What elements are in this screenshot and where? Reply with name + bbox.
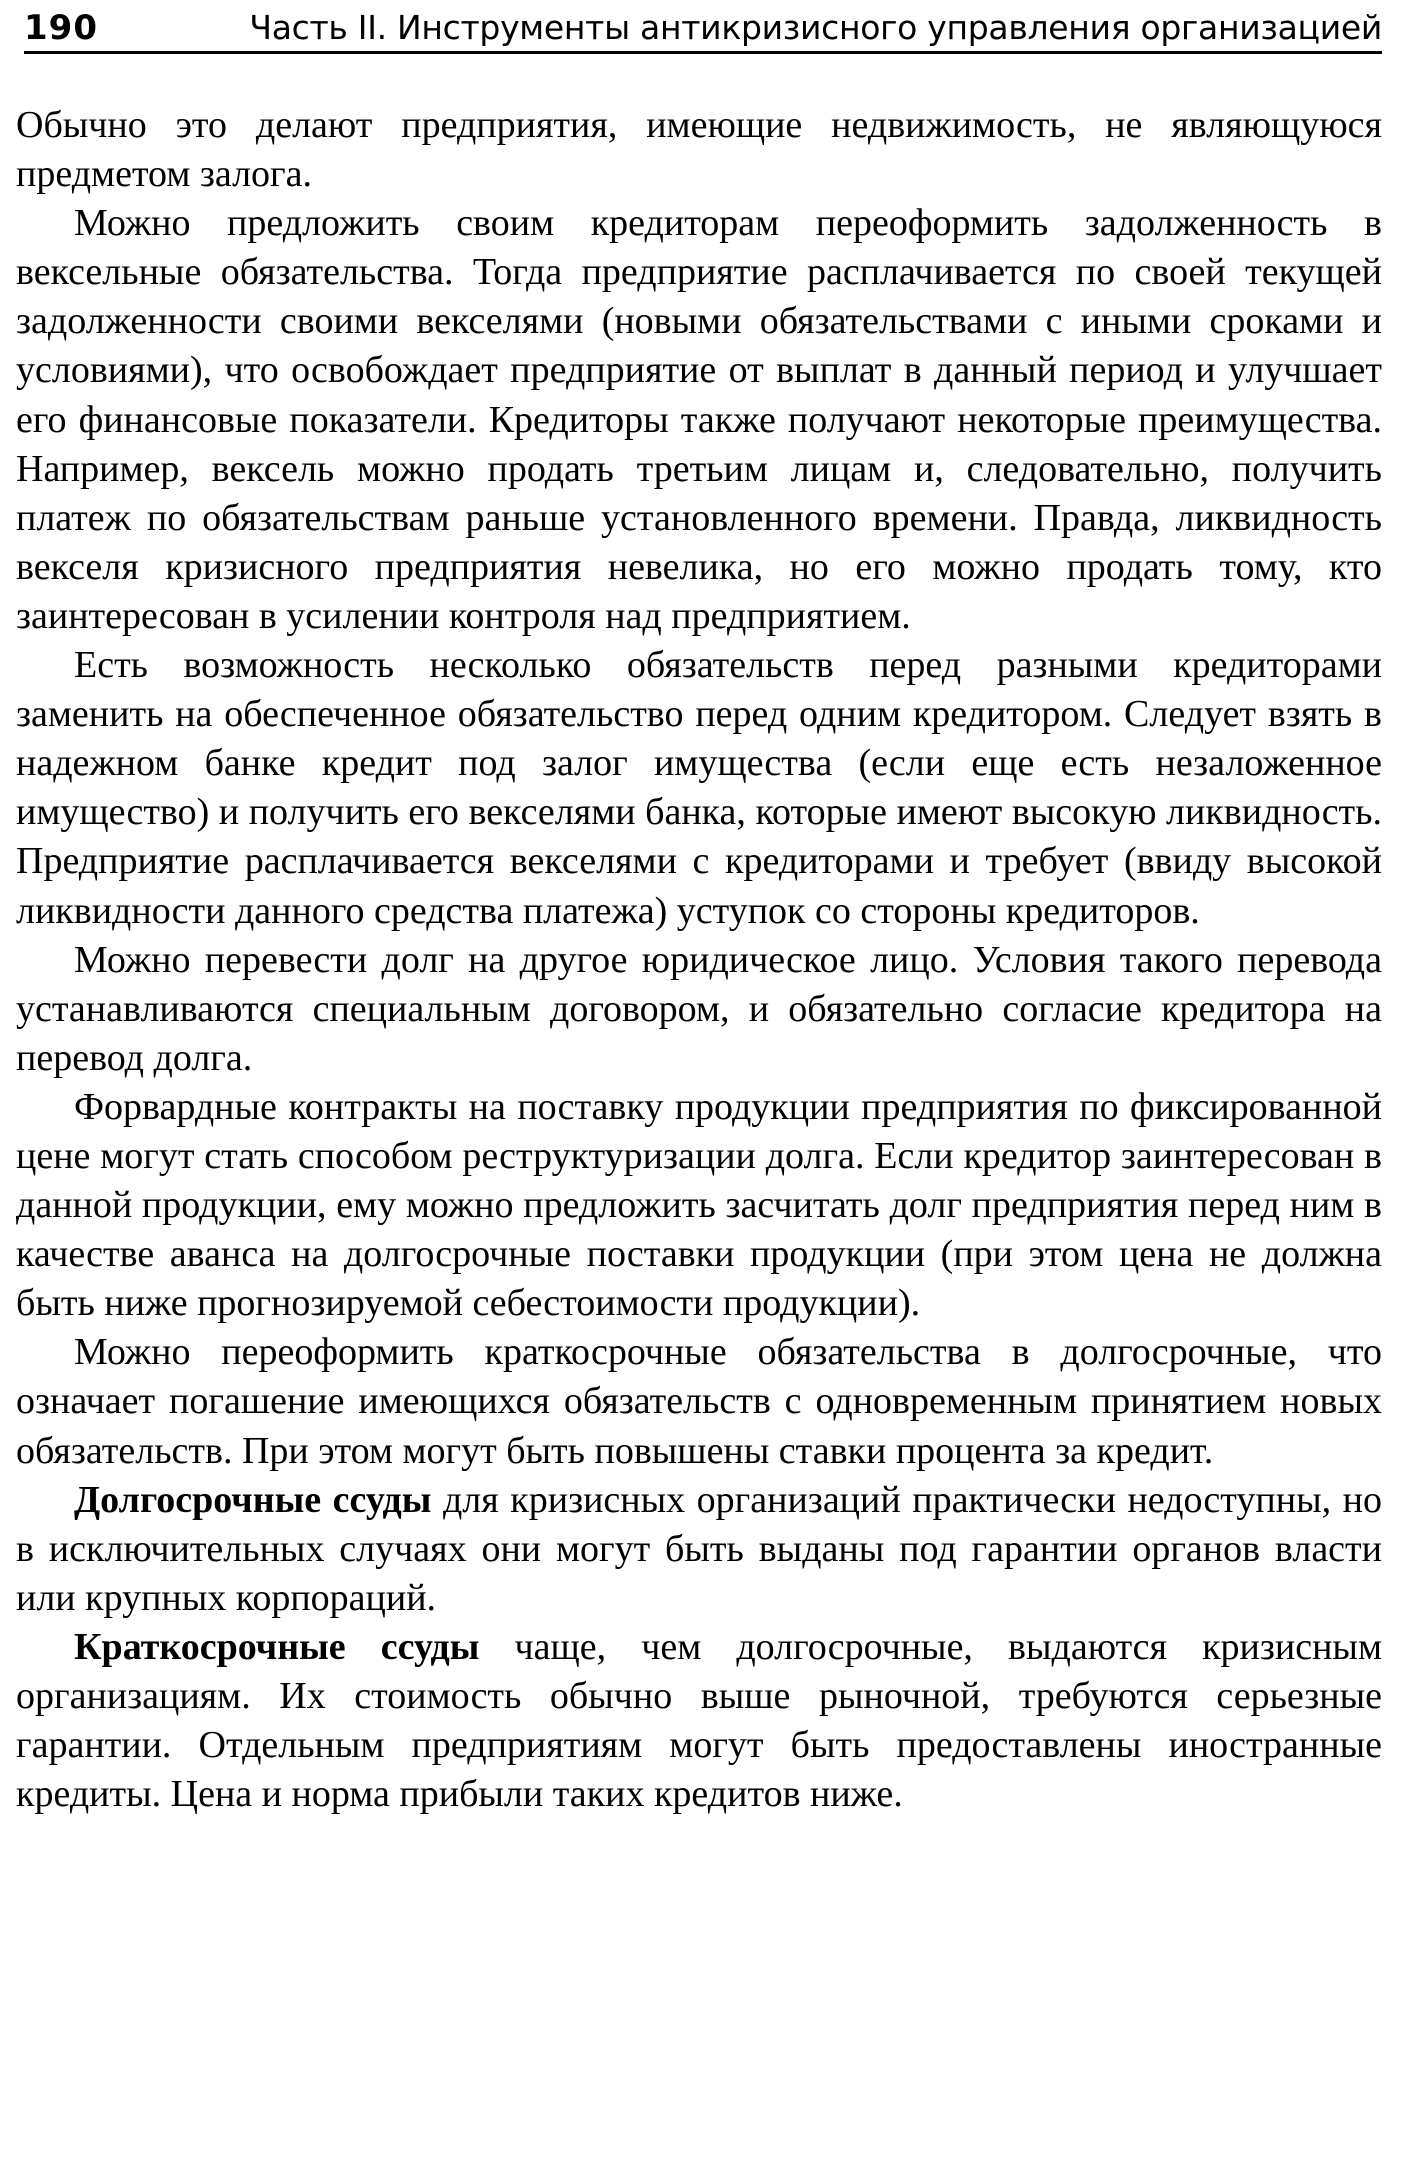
paragraph-text: чаще, чем долгосрочные, выдаются кризисным организациям. Их стоимость обычно выше рыночной, требуются серьезные гарантии. Отдельным предприятиям могут быть предоставлены иностранные кредиты. Цена и норма прибыли таких кредитов ниже.	[16, 1625, 1382, 1816]
term-short-term-loans: Краткосрочные ссуды	[74, 1625, 480, 1668]
running-head	[24, 0, 1382, 54]
paragraph-text: Можно перевести долг на другое юридическое лицо. Условия такого перевода устанавливаются специальным договором, и обязательно согласие кредитора на перевод долга.	[16, 938, 1382, 1079]
paragraph-text: для кризисных организаций практически недоступны, но в исключительных случаях они могут быть выданы под гарантии органов власти или крупных корпораций.	[16, 1478, 1382, 1619]
paragraph-text: Можно переоформить краткосрочные обязательства в долгосрочные, что означает погашение имеющихся обязательств с одновременным принятием новых обязательств. При этом могут быть повышены ставки процента за кредит.	[16, 1331, 1382, 1472]
term-long-term-loans: Долгосрочные ссуды	[74, 1478, 432, 1521]
paragraph-text: Форвардные контракты на поставку продукции предприятия по фиксированной цене могут стать способом реструктуризации долга. Если кредитор заинтересован в данной продукции, ему можно предложить засчитать долг предприятия перед ним в качестве аванса на долгосрочные поставки продукции (при этом цена не должна быть ниже прогнозируемой себестоимости продукции).	[16, 1085, 1382, 1325]
paragraph	[16, 1083, 1382, 1328]
paragraph	[16, 1476, 1382, 1623]
paragraph	[16, 641, 1382, 936]
paragraph-text: Есть возможность несколько обязательств перед разными кредиторами заменить на обеспеченное обязательство перед одним кредитором. Следует взять в надежном банке кредит под залог имущества (если еще есть незаложенное имущество) и получить его векселями банка, которые имеют высокую ликвидность. Предприятие расплачивается векселями с кредиторами и требует (ввиду высокой ликвидности данного средства платежа) уступок со стороны кредиторов.	[16, 644, 1382, 932]
paragraph	[16, 199, 1382, 641]
paragraph	[16, 936, 1382, 1083]
running-title: Часть II. Инструменты антикризисного управления организацией	[249, 8, 1382, 47]
body-text	[16, 101, 1382, 1819]
page-number: 190	[24, 8, 98, 48]
paragraph	[16, 1328, 1382, 1475]
paragraph-text: Можно предложить своим кредиторам переоформить задолженность в вексельные обязательства. Тогда предприятие расплачивается по своей текущей задолженности своими векселями (новыми обязательствами с иными сроками и условиями), что освобождает предприятие от выплат в данный период и улучшает его финансовые показатели. Кредиторы также получают некоторые преимущества. Например, вексель можно продать третьим лицам и, следовательно, получить платеж по обязательствам раньше установленного времени. Правда, ликвидность векселя кризисного предприятия невелика, но его можно продать тому, кто заинтересован в усилении контроля над предприятием.	[16, 202, 1382, 637]
paragraph	[16, 1623, 1382, 1819]
paragraph-text: Обычно это делают предприятия, имеющие недвижимость, не являющуюся предметом залога.	[16, 104, 1382, 196]
paragraph	[16, 101, 1382, 199]
